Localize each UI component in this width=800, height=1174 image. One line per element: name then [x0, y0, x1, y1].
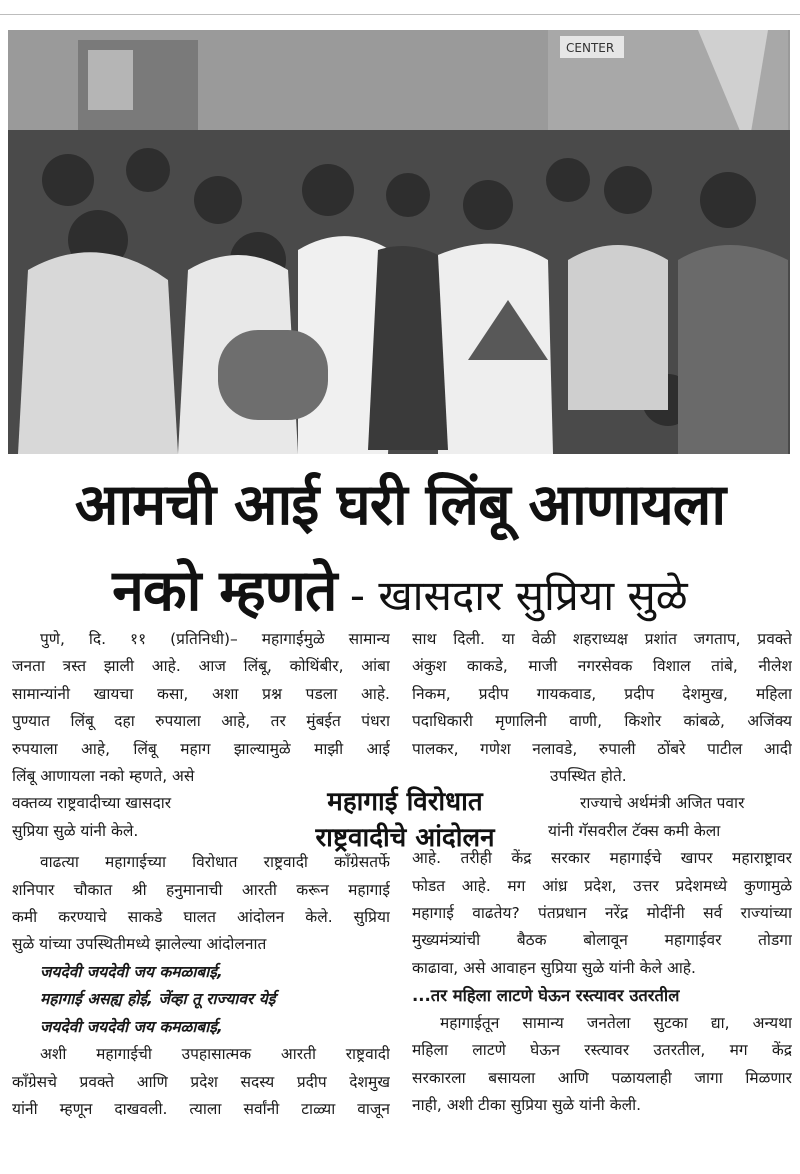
paragraph-line: काँग्रेसचे प्रवक्ते आणि प्रदेश सदस्य प्रदीप देशमुख — [12, 1072, 390, 1091]
paragraph-line: वक्तव्य राष्ट्रवादीच्या खासदार — [12, 794, 172, 813]
paragraph-line: पदाधिकारी मृणालिनी वाणी, किशोर कांबळे, अजिंक्य — [412, 712, 792, 731]
paragraph-line: नाही, अशी टीका सुप्रिया सुळे यांनी केली. — [412, 1095, 642, 1114]
right-subheading: ...तर महिला लाटणे घेऊन रस्त्यावर उतरतील — [412, 986, 680, 1006]
paragraph-line: साथ दिली. या वेळी शहराध्यक्ष प्रशांत जगताप, प्रवक्ते — [412, 630, 792, 648]
paragraph-line: महागाई वाढतेय? पंतप्रधान नरेंद्र मोदींनी सर्व राज्यांच्या — [412, 904, 792, 923]
paragraph-line: शनिपार चौकात श्री हनुमानाची आरती करून महागाई — [12, 880, 390, 899]
paragraph-line: सुप्रिया सुळे यांनी केले. — [12, 821, 139, 840]
headline-byline: - खासदार सुप्रिया सुळे — [336, 571, 688, 620]
paragraph-line: पुण्यात लिंबू दहा रुपयाला आहे, तर मुंबईत पंधरा — [12, 712, 390, 731]
headline-main: नको म्हणते — [112, 558, 337, 624]
article-right-column — [412, 626, 792, 1119]
paragraph-line: राज्याचे अर्थमंत्री अजित पवार — [580, 794, 745, 813]
paragraph-line: मुख्यमंत्र्यांची बैठक बोलावून महागाईवर तोडगा — [412, 931, 792, 950]
news-photo — [8, 30, 790, 454]
paragraph-line: पुणे, दि. ११ (प्रतिनिधी)– महागाईमुळे सामान्य — [40, 630, 390, 648]
paragraph-line: सुळे यांच्या उपस्थितीमध्ये झालेल्या आंदोलनात — [12, 935, 267, 954]
paragraph-line: लिंबू आणायला नको म्हणते, असे — [12, 767, 195, 786]
paragraph-line: अंकुश काकडे, माजी नगरसेवक विशाल तांबे, नीलेश — [412, 657, 792, 676]
paragraph-line: उपस्थित होते. — [550, 767, 627, 786]
poem-line: महागाई असह्य होई, जेंव्हा तू राज्यावर येई — [40, 990, 276, 1009]
paragraph-line: वाढत्या महागाईच्या विरोधात राष्ट्रवादी काँग्रेसतर्फे — [40, 853, 390, 872]
paragraph-line: पालकर, गणेश नलावडे, रुपाली ठोंबरे पाटील आदी — [412, 739, 792, 758]
paragraph-line: काढावा, असे आवाहन सुप्रिया सुळे यांनी केले आहे. — [412, 958, 696, 977]
poem-line: जयदेवी जयदेवी जय कमळाबाई, — [40, 962, 223, 981]
paragraph-line: यांनी गॅसवरील टॅक्स कमी केला — [548, 821, 721, 840]
photo-sign-text: CENTER — [566, 41, 615, 55]
paragraph-line: सामान्यांनी खायचा कसा, अशा प्रश्न पडला आहे. — [12, 684, 390, 703]
paragraph-line: रुपयाला आहे, लिंबू महाग झाल्यामुळे माझी आई — [12, 739, 390, 758]
paragraph-line: यांनी म्हणून दाखवली. त्याला सर्वांनी टाळ्या वाजून — [12, 1099, 390, 1118]
paragraph-line: महिला लाटणे घेऊन रस्त्यावर उतरतील, मग केंद्र — [412, 1041, 792, 1060]
paragraph-line: सरकारला बसायला आणि पळायलाही जागा मिळणार — [412, 1068, 792, 1087]
paragraph-line: कमी करण्याचे साकडे घालत आंदोलन केले. सुप्रिया — [12, 908, 390, 927]
paragraph-line: जनता त्रस्त झाली आहे. आज लिंबू, कोथिंबीर, आंबा — [12, 657, 390, 676]
paragraph-line: फोडत आहे. मग आंध्र प्रदेश, उत्तर प्रदेशमध्ये कुणामुळे — [412, 876, 792, 895]
sub-headline-line-2: राष्ट्रवादीचे आंदोलन — [315, 823, 495, 853]
poem-line: जयदेवी जयदेवी जय कमळाबाई, — [40, 1017, 223, 1036]
paragraph-line: निकम, प्रदीप गायकवाड, प्रदीप देशमुख, महिला — [412, 684, 792, 703]
top-rule — [0, 14, 800, 15]
headline-line-1: आमची आई घरी लिंबू आणायला — [74, 472, 726, 538]
paragraph-line: अशी महागाईची उपहासात्मक आरती राष्ट्रवादी — [40, 1045, 390, 1064]
photo-scene — [8, 30, 790, 454]
article-left-column — [12, 626, 390, 1123]
sub-headline-line-1: महागाई विरोधात — [327, 787, 483, 817]
paragraph-line: आहे. तरीही केंद्र सरकार महागाईचे खापर महाराष्ट्रावर — [412, 849, 792, 868]
paragraph-line: महागाईतून सामान्य जनतेला सुटका द्या, अन्यथा — [440, 1013, 792, 1032]
